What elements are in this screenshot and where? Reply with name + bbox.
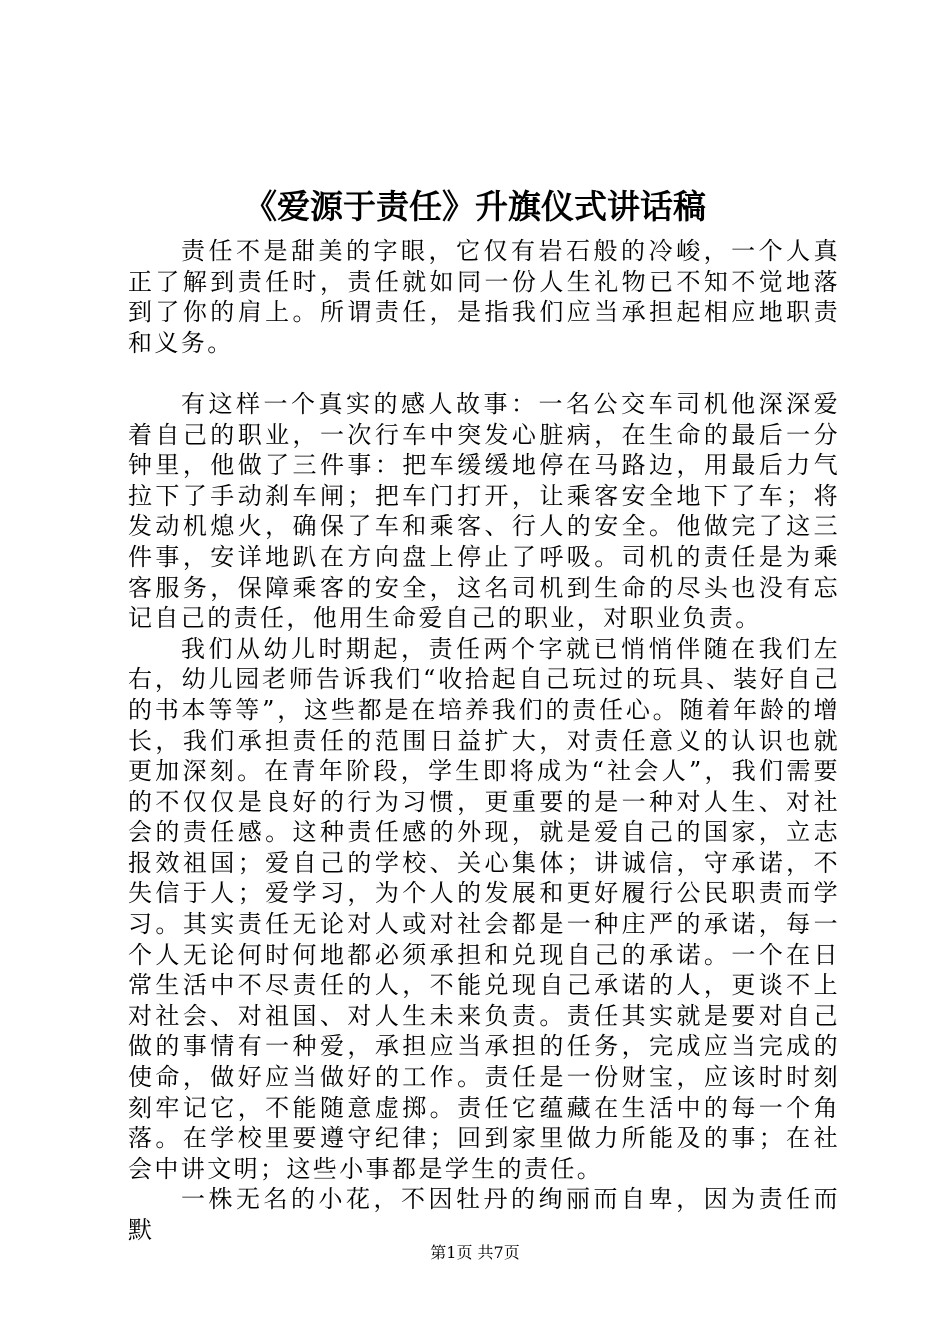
document-title: 《爱源于责任》升旗仪式讲话稿 — [244, 187, 706, 226]
paragraph-1: 责任不是甜美的字眼，它仅有岩石般的冷峻，一个人真正了解到责任时，责任就如同一份人生礼物已不知不觉地落到了你的肩上。所谓责任，是指我们应当承担起相应地职责和义务。 — [128, 237, 840, 357]
paragraph-3: 我们从幼儿时期起，责任两个字就已悄悄伴随在我们左右，幼儿园老师告诉我们“收拾起自己玩过的玩具、装好自己的书本等等”，这些都是在培养我们的责任心。随着年龄的增长，我们承担责任的范围日益扩大，对责任意义的认识也就更加深刻。在青年阶段，学生即将成为“社会人”，我们需要的不仅仅是良好的行为习惯，更重要的是一种对人生、对社会的责任感。这种责任感的外现，就是爱自己的国家，立志报效祖国；爱自己的学校、关心集体；讲诚信，守承诺，不失信于人；爱学习，为个人的发展和更好履行公民职责而学习。其实责任无论对人或对社会都是一种庄严的承诺，每一个人无论何时何地都必须承担和兑现自己的承诺。一个在日常生活中不尽责任的人，不能兑现自己承诺的人，更谈不上对社会、对祖国、对人生未来负责。责任其实就是要对自己做的事情有一种爱，承担应当承担的任务，完成应当完成的使命，做好应当做好的工作。责任是一份财宝，应该时时刻刻牢记它，不能随意虚掷。责任它蕴藏在生活中的每一个角落。在学校里要遵守纪律；回到家里做力所能及的事；在社会中讲文明；这些小事都是学生的责任。 — [128, 634, 840, 1183]
paragraph-2: 有这样一个真实的感人故事：一名公交车司机他深深爱着自己的职业，一次行车中突发心脏病，在生命的最后一分钟里，他做了三件事：把车缓缓地停在马路边，用最后力气拉下了手动刹车闸；把车门打开，让乘客安全地下了车；将发动机熄火，确保了车和乘客、行人的安全。他做完了这三件事，安详地趴在方向盘上停止了呼吸。司机的责任是为乘客服务，保障乘客的安全，这名司机到生命的尽头也没有忘记自己的责任，他用生命爱自己的职业，对职业负责。 — [128, 389, 840, 633]
paragraph-4: 一株无名的小花，不因牡丹的绚丽而自卑，因为责任而默 — [128, 1185, 840, 1244]
document-body — [128, 236, 840, 1246]
page-number-footer: 第1页 共7页 — [430, 1243, 520, 1262]
